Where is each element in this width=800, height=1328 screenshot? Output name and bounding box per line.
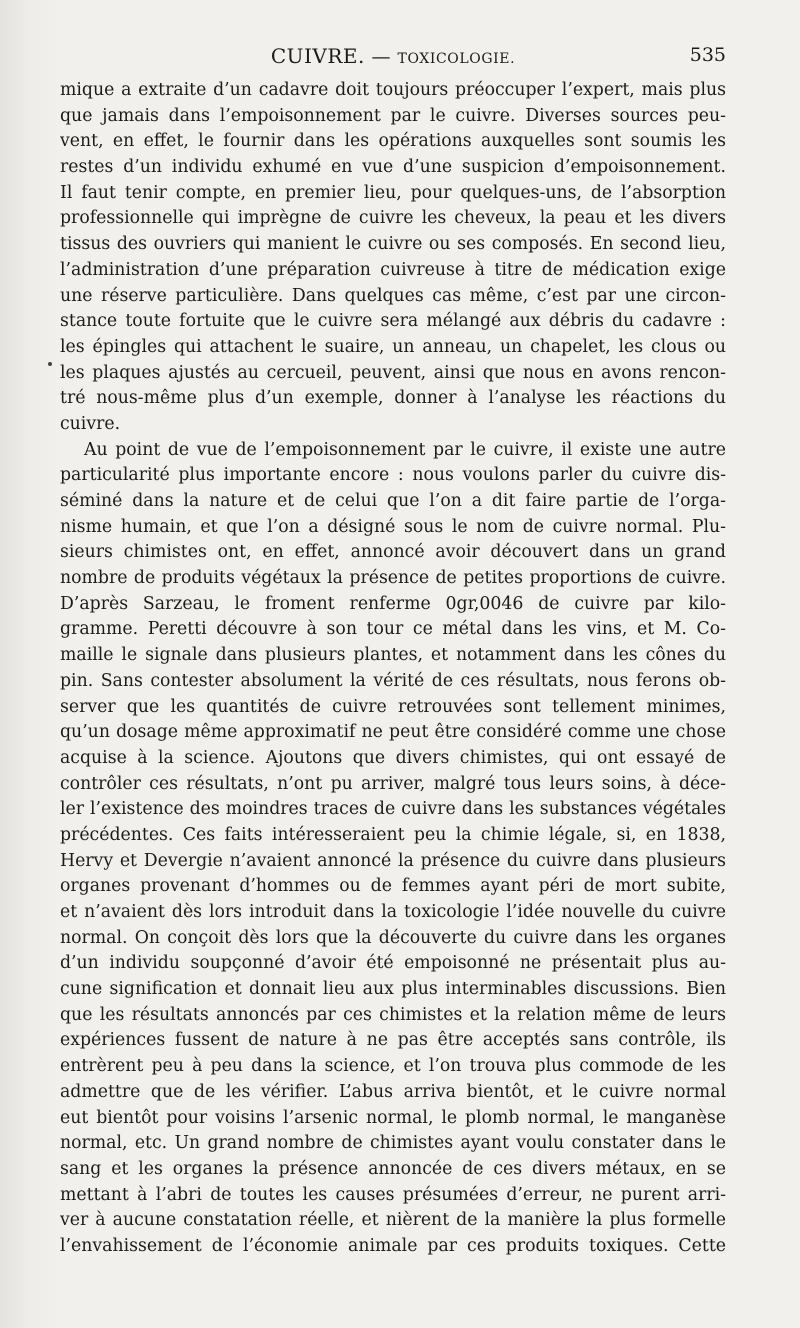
text-line: l’administration d’une préparation cuivreuse à titre de médication exige xyxy=(60,259,726,280)
text-line: server que les quantités de cuivre retrouvées sont tellement minimes, xyxy=(60,696,726,717)
text-line: sieurs chimistes ont, en effet, annoncé avoir découvert dans un grand xyxy=(60,542,726,563)
text-line: D’après Sarzeau, le froment renferme 0gr,0046 de cuivre par kilo- xyxy=(60,593,726,614)
text-line: une réserve particulière. Dans quelques cas même, c’est par une circon- xyxy=(60,285,726,306)
page-header xyxy=(60,44,726,74)
text-line: admettre que de les vérifier. L’abus arriva bientôt, et le cuivre normal xyxy=(60,1081,726,1102)
text-line: particularité plus importante encore : nous voulons parler du cuivre dis- xyxy=(60,465,726,486)
text-line: eut bientôt pour voisins l’arsenic normal, le plomb normal, le manganèse xyxy=(60,1107,726,1128)
text-line: acquise à la science. Ajoutons que divers chimistes, qui ont essayé de xyxy=(60,747,726,768)
running-title xyxy=(60,44,726,68)
text-line: que jamais dans l’empoisonnement par le cuivre. Diverses sources peu- xyxy=(60,105,726,126)
text-line: cune signification et donnait lieu aux plus interminables discussions. Bien xyxy=(60,979,726,1000)
text-line: séminé dans la nature et de celui que l’on a dit faire partie de l’orga- xyxy=(60,491,726,511)
text-line: précédentes. Ces faits intéresseraient peu la chimie légale, si, en 1838, xyxy=(60,824,726,845)
text-line: cuivre. xyxy=(60,413,121,434)
ink-speck xyxy=(48,362,52,366)
text-line: sang et les organes la présence annoncée de ces divers métaux, en se xyxy=(60,1158,726,1179)
text-line: Au point de vue de l’empoisonnement par le cuivre, il existe une autre xyxy=(84,439,726,460)
running-title-dash: — xyxy=(371,46,391,68)
text-line: mique a extraite d’un cadavre doit toujours préoccuper l’expert, mais plus xyxy=(60,80,726,100)
text-line: restes d’un individu exhumé en vue d’une suspicion d’empoisonnement. xyxy=(60,157,726,178)
text-line: l’envahissement de l’économie animale par ces produits toxiques. Cette xyxy=(60,1235,726,1256)
text-line: maille le signale dans plusieurs plantes, et notamment dans les cônes du xyxy=(60,645,726,666)
text-line: professionnelle qui imprègne de cuivre les cheveux, la peau et les divers xyxy=(60,208,726,229)
text-line: qu’un dosage même approximatif ne peut être considéré comme une chose xyxy=(60,722,726,743)
text-line: d’un individu soupçonné d’avoir été empoisonné ne présentait plus au- xyxy=(60,953,726,974)
text-line: les plaques ajustés au cercueil, peuvent, ainsi que nous en avons rencon- xyxy=(60,362,726,383)
text-line: gramme. Peretti découvre à son tour ce métal dans les vins, et M. Co- xyxy=(60,619,726,640)
text-line: contrôler ces résultats, n’ont pu arriver, malgré tous leurs soins, à déce- xyxy=(60,773,726,794)
text-line: stance toute fortuite que le cuivre sera mélangé aux débris du cadavre : xyxy=(60,311,726,332)
text-line: Il faut tenir compte, en premier lieu, pour quelques-uns, de l’absorption xyxy=(60,182,726,203)
text-line: mettant à l’abri de toutes les causes présumées d’erreur, ne purent arri- xyxy=(60,1184,726,1205)
running-title-sub: TOXICOLOGIE. xyxy=(397,51,516,67)
text-line: ler l’existence des moindres traces de cuivre dans les substances végétales xyxy=(60,799,726,820)
text-line: expériences fussent de nature à ne pas être acceptés sans contrôle, ils xyxy=(60,1030,726,1051)
text-line: les épingles qui attachent le suaire, un anneau, un chapelet, les clous ou xyxy=(60,336,726,357)
text-line: entrèrent peu à peu dans la science, et l’on trouva plus commode de les xyxy=(60,1056,726,1077)
text-line: que les résultats annoncés par ces chimistes et la relation même de leurs xyxy=(60,1004,726,1025)
running-title-main: CUIVRE. xyxy=(270,44,365,68)
text-line: ver à aucune constatation réelle, et nièrent de la manière la plus formelle xyxy=(60,1210,726,1231)
text-line: tré nous-même plus d’un exemple, donner à l’analyse les réactions du xyxy=(60,388,726,409)
text-line: Hervy et Devergie n’avaient annoncé la présence du cuivre dans plusieurs xyxy=(60,850,726,871)
page-number: 535 xyxy=(689,44,726,66)
text-line: pin. Sans contester absolument la vérité de ces résultats, nous ferons ob- xyxy=(60,670,726,691)
text-line: organes provenant d’hommes ou de femmes ayant péri de mort subite, xyxy=(60,876,726,897)
text-line: et n’avaient dès lors introduit dans la toxicologie l’idée nouvelle du cuivre xyxy=(60,902,726,922)
body-text xyxy=(60,78,726,1260)
text-line: vent, en effet, le fournir dans les opérations auxquelles sont soumis les xyxy=(60,131,726,152)
text-line: normal, etc. Un grand nombre de chimistes ayant voulu constater dans le xyxy=(60,1133,726,1154)
text-line: tissus des ouvriers qui manient le cuivre ou ses composés. En second lieu, xyxy=(60,234,726,255)
text-line: nisme humain, et que l’on a désigné sous le nom de cuivre normal. Plu- xyxy=(60,516,726,537)
text-line: normal. On conçoit dès lors que la découverte du cuivre dans les organes xyxy=(60,927,726,948)
text-line: nombre de produits végétaux la présence de petites proportions de cuivre. xyxy=(60,568,726,589)
